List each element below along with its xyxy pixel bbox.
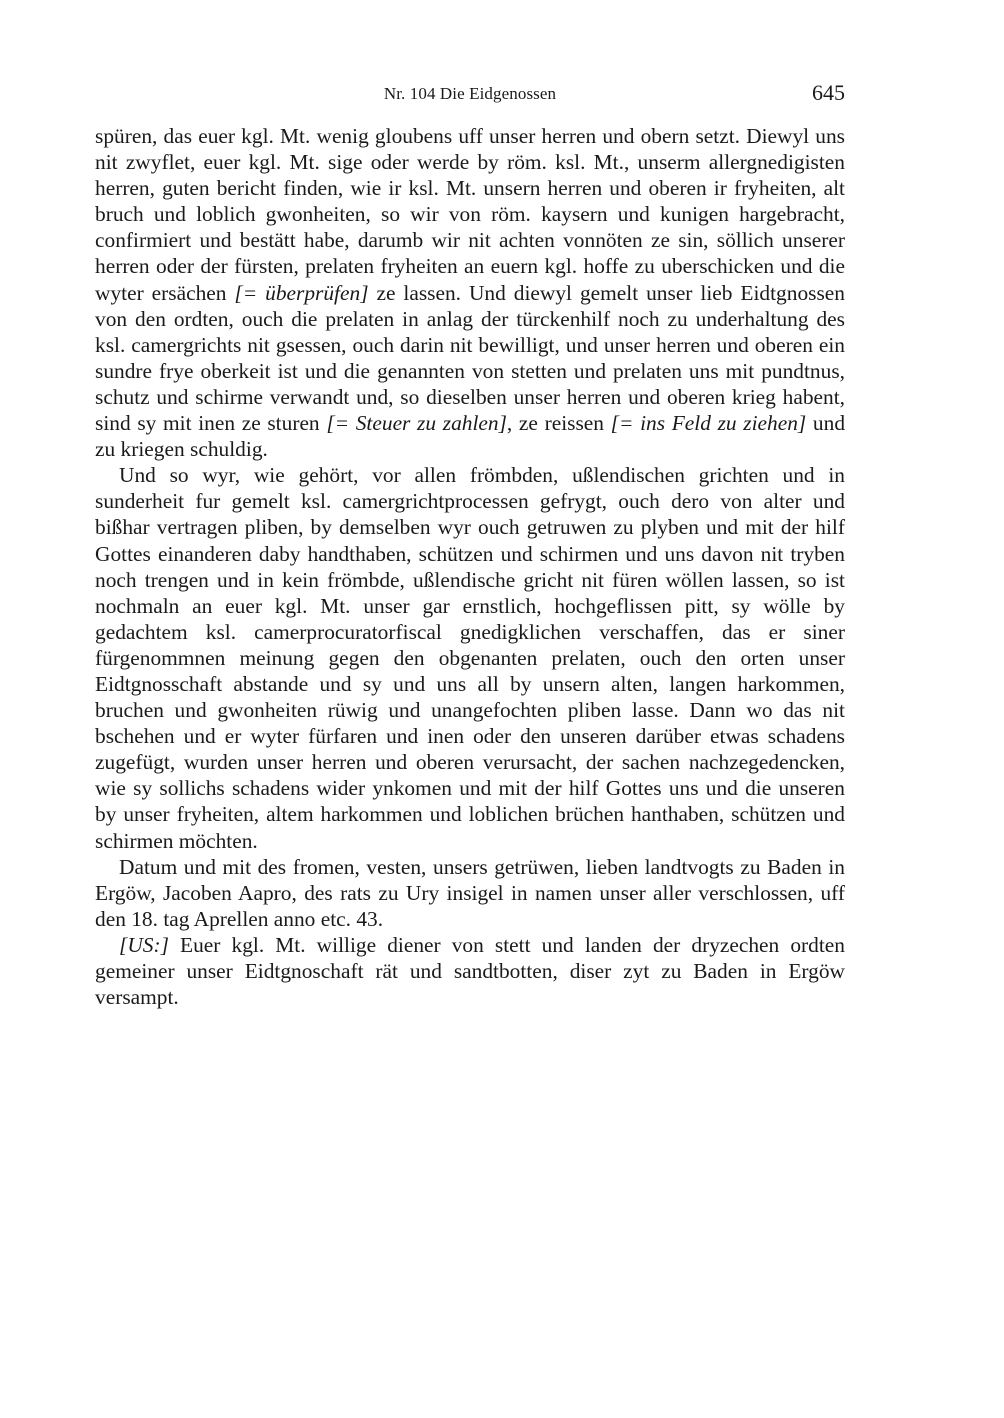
text-segment: Und so wyr, wie gehört, vor allen frömbden, ußlendischen grichten und in sunderheit fur gemelt ksl. camergrichtprocessen gefrygt, ouch dero von alter und bißhar vertragen pliben, by demselben wyr ouch getruwen zu plyben und mit der hilf Gottes einanderen daby handthaben, schützen und schirmen und uns davon nit tryben noch trengen und in kein frömbde, ußlendische gricht nit füren wöllen lassen, so ist nochmaln an euer kgl. Mt. unser gar ernstlich, hochgeflissen pitt, sy wölle by gedachtem ksl. camerprocuratorfiscal gnedigklichen verschaffen, das er siner fürgenommnen meinung gegen den obgenanten prelaten, ouch den orten unser Eidtgnosschaft abstande und sy und uns all by unsern alten, langen harkommen, bruchen und gwonheiten rüwig und unangefochten pliben lasse. Dann wo das nit bschehen und er wyter fürfaren und inen oder den unseren darüber etwas schadens zugefügt, wurden unser herren und oberen verursacht, der sachen nachzegedencken, wie sy sollichs schadens wider ynkomen und mit der hilf Gottes uns und die unseren by unser fryheiten, altem harkommen und loblichen brüchen hanthaben, schützen und schirmen möchten. <box>95 463 845 853</box>
editorial-note: [= überprüfen] <box>234 280 369 305</box>
paragraph-dating-clause <box>95 854 845 932</box>
text-segment: Euer kgl. Mt. willige diener von stett und landen der dryzechen ordten gemeiner unser Eidtgnoschaft rät und sandtbotten, diser zyt zu Baden in Ergöw versampt. <box>95 932 845 1010</box>
editorial-note: [= ins Feld zu ziehen] <box>610 411 807 436</box>
text-segment: , ze reissen <box>506 411 611 436</box>
running-title: Nr. 104 Die Eidgenossen <box>383 84 557 103</box>
editorial-note: [US:] <box>119 932 169 957</box>
text-segment: spüren, das euer kgl. Mt. wenig gloubens uff unser herren und obern setzt. Diewyl uns nit zwyflet, euer kgl. Mt. sige oder werde by röm. ksl. Mt., unserm allergnedigisten herren, guten bericht finden, wie ir ksl. Mt. unsern herren und oberen ir fryheiten, alt bruch und loblich gwonheiten, so wir von röm. kaysern und kunigen hargebracht, confirmiert und bestätt habe, darumb wir nit achten vonnöten ze sin, söllich unserer herren oder der fürsten, prelaten fryheiten an euern kgl. hoffe zu uberschicken und die wyter ersächen <box>95 124 845 305</box>
paragraph-1 <box>95 123 845 462</box>
text-segment: Datum und mit des fromen, vesten, unsers getrüwen, lieben landtvogts zu Baden in Ergöw, Jacoben Aapro, des rats zu Ury insigel in namen unser aller verschlossen, uff den 18. tag Aprellen anno etc. 43. <box>95 854 845 931</box>
page-number: 645 <box>812 80 845 105</box>
paragraph-subscription <box>95 932 845 1010</box>
text-segment: und zu kriegen schuldig. <box>95 411 846 462</box>
body-text <box>95 123 845 1010</box>
editorial-note: [= Steuer zu zahlen] <box>326 411 507 436</box>
text-segment: ze lassen. Und diewyl gemelt unser lieb Eidtgnossen von den ordten, ouch die prelaten in anlag der türckenhilf noch zu underhaltung des ksl. camergrichts nit gsessen, ouch darin nit bewilligt, und unser herren und oberen ein sundre frye oberkeit ist und die genannten von stetten und prelaten uns mit pundtnus, schutz und schirme verwandt und, so dieselben unser herren und oberen krieg habent, sind sy mit inen ze sturen <box>95 280 845 436</box>
running-head <box>95 82 845 106</box>
paragraph-2 <box>95 462 845 853</box>
